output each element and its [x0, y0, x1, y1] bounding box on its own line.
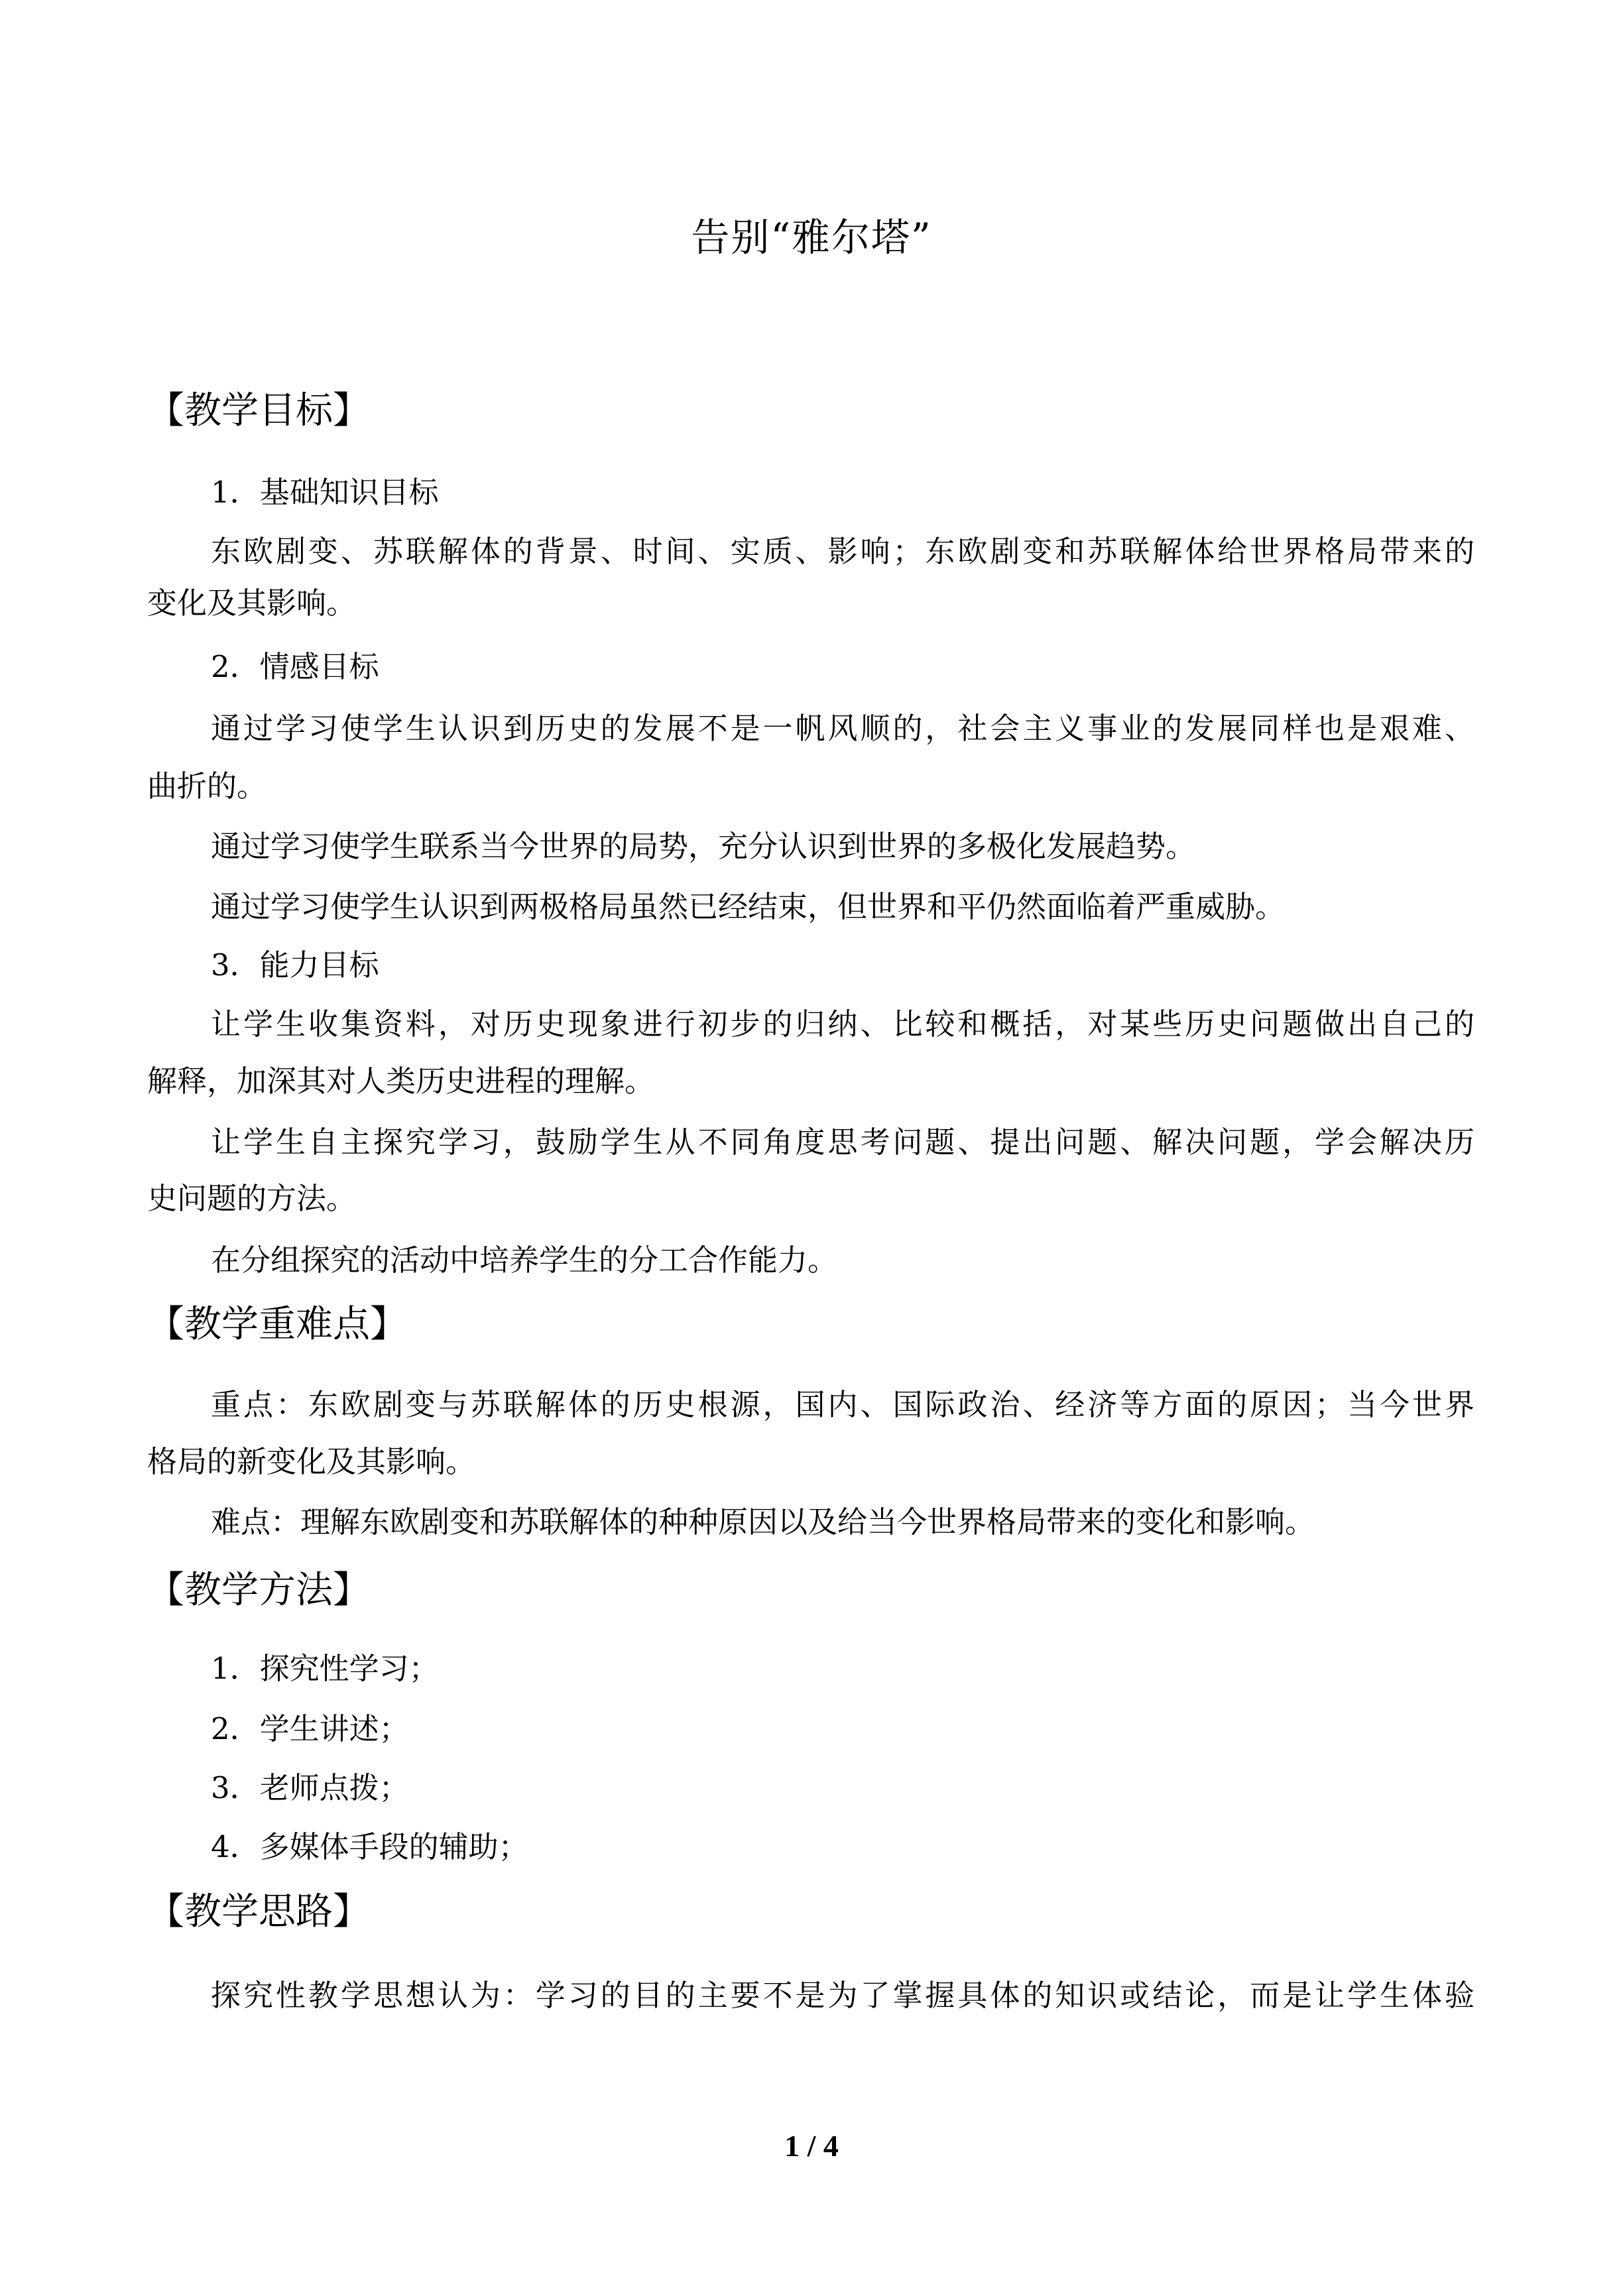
subheading-basic-knowledge: 1．基础知识目标: [211, 475, 439, 510]
list-item: 3．老师点拨；: [211, 1770, 409, 1805]
section-heading-methods: 【教学方法】: [147, 1569, 370, 1612]
paragraph-line: 史问题的方法。: [147, 1181, 357, 1216]
page-number: 1 / 4: [784, 2129, 839, 2163]
paragraph-line: 难点：理解东欧剧变和苏联解体的种种原因以及给当今世界格局带来的变化和影响。: [211, 1504, 1315, 1540]
paragraph-line: 重点：东欧剧变与苏联解体的历史根源，国内、国际政治、经济等方面的原因；当今世界: [211, 1387, 1474, 1422]
paragraph-line: 通过学习使学生认识到两极格局虽然已经结束，但世界和平仍然面临着严重威胁。: [211, 889, 1286, 924]
paragraph-line: 通过学习使学生联系当今世界的局势，充分认识到世界的多极化发展趋势。: [211, 829, 1196, 864]
page-title: 告别“雅尔塔”: [691, 215, 932, 260]
paragraph-line: 通过学习使学生认识到历史的发展不是一帆风顺的，社会主义事业的发展同样也是艰难、: [211, 711, 1474, 746]
list-item: 2．学生讲述；: [211, 1711, 409, 1746]
list-item: 4．多媒体手段的辅助；: [211, 1829, 528, 1864]
paragraph-line: 东欧剧变、苏联解体的背景、时间、实质、影响；东欧剧变和苏联解体给世界格局带来的: [211, 534, 1474, 569]
paragraph-line: 让学生自主探究学习，鼓励学生从不同角度思考问题、提出问题、解决问题，学会解决历: [211, 1124, 1474, 1160]
section-heading-key-points: 【教学重难点】: [147, 1303, 407, 1346]
list-item: 1．探究性学习；: [211, 1651, 439, 1686]
section-heading-objectives: 【教学目标】: [147, 389, 370, 432]
paragraph-line: 曲折的。: [147, 768, 267, 804]
paragraph-line: 让学生收集资料，对历史现象进行初步的归纳、比较和概括，对某些历史问题做出自己的: [211, 1006, 1474, 1042]
paragraph-line: 在分组探究的活动中培养学生的分工合作能力。: [211, 1242, 838, 1278]
paragraph-line: 解释，加深其对人类历史进程的理解。: [147, 1063, 655, 1099]
section-heading-approach: 【教学思路】: [147, 1890, 370, 1933]
subheading-ability: 3．能力目标: [211, 947, 379, 983]
paragraph-line: 格局的新变化及其影响。: [147, 1444, 476, 1479]
paragraph-line: 变化及其影响。: [147, 585, 357, 621]
paragraph-line: 探究性教学思想认为：学习的目的主要不是为了掌握具体的知识或结论，而是让学生体验: [211, 1978, 1474, 2013]
subheading-emotion: 2．情感目标: [211, 649, 379, 684]
